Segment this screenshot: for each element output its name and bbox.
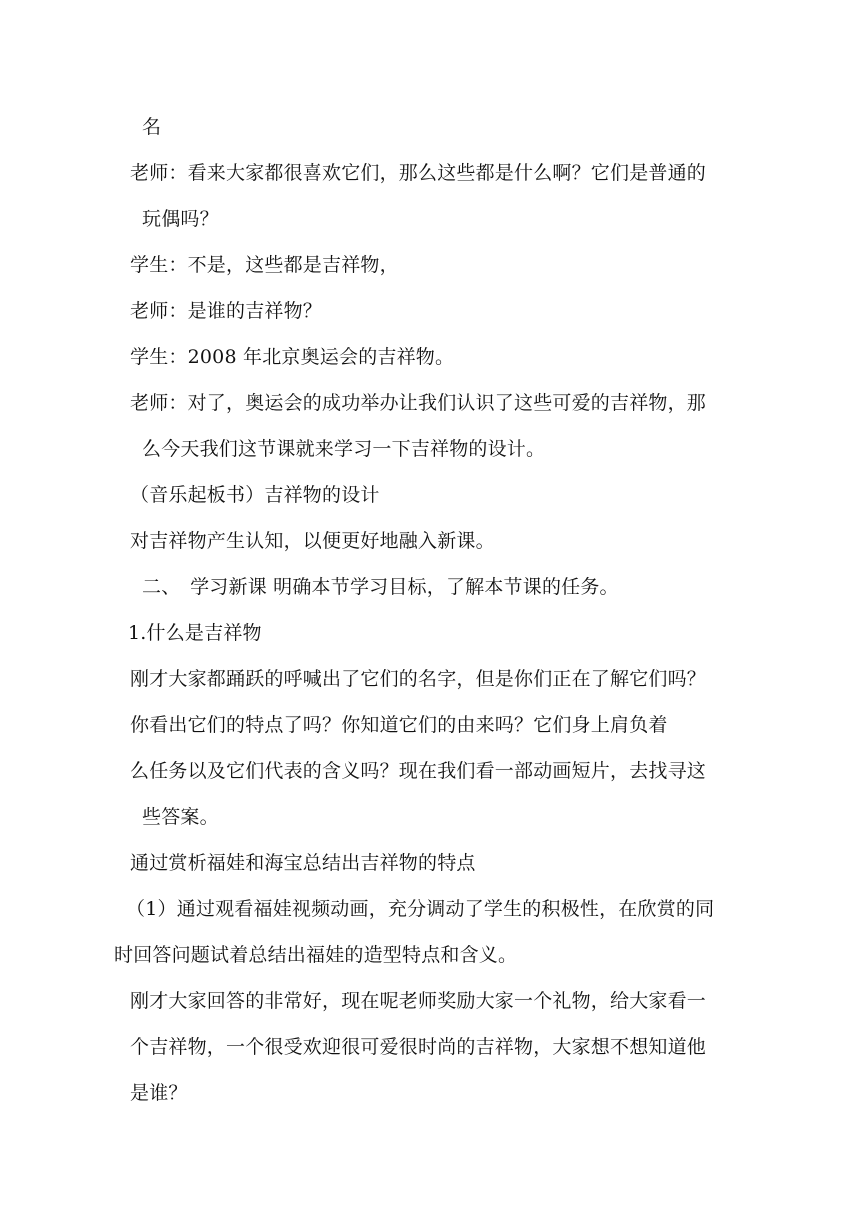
text-line-11: 二、 学习新课 明确本节学习目标，了解本节课的任务。 [142,576,619,598]
text-line-13: 刚才大家都踊跃的呼喊出了它们的名字，但是你们正在了解它们吗？ [130,668,707,690]
text-line-4: 学生：不是，这些都是吉祥物， [130,254,399,276]
text-line-2: 老师：看来大家都很喜欢它们，那么这些都是什么啊？它们是普通的 [130,162,707,184]
text-line-17: 通过赏析福娃和海宝总结出吉祥物的特点 [130,852,476,874]
text-line-14: 你看出它们的特点了吗？你知道它们的由来吗？它们身上肩负着 [130,714,668,736]
text-line-5: 老师：是谁的吉祥物？ [130,300,323,322]
text-line-8: 么今天我们这节课就来学习一下吉祥物的设计。 [142,438,546,460]
text-line-1: 名 [142,116,162,138]
text-line-6: 学生：2008 年北京奥运会的吉祥物。 [130,346,455,368]
text-line-12: 1.什么是吉祥物 [128,622,262,644]
text-line-15: 么任务以及它们代表的含义吗？现在我们看一部动画短片，去找寻这 [130,760,707,782]
text-line-10: 对吉祥物产生认知，以便更好地融入新课。 [130,530,495,552]
text-line-16: 些答案。 [142,806,219,828]
text-line-9: （音乐起板书）吉祥物的设计 [130,484,380,506]
text-line-7: 老师：对了，奥运会的成功举办让我们认识了这些可爱的吉祥物，那 [130,392,707,414]
text-line-18: （1）通过观看福娃视频动画，充分调动了学生的积极性，在欣赏的同 [126,898,715,920]
text-line-21: 个吉祥物，一个很受欢迎很可爱很时尚的吉祥物，大家想不想知道他 [130,1036,707,1058]
text-line-20: 刚才大家回答的非常好，现在呢老师奖励大家一个礼物，给大家看一 [130,990,707,1012]
text-line-3: 玩偶吗？ [142,208,219,230]
text-line-22: 是谁？ [130,1082,188,1104]
text-line-19: 时回答问题试着总结出福娃的造型特点和含义。 [114,944,518,966]
